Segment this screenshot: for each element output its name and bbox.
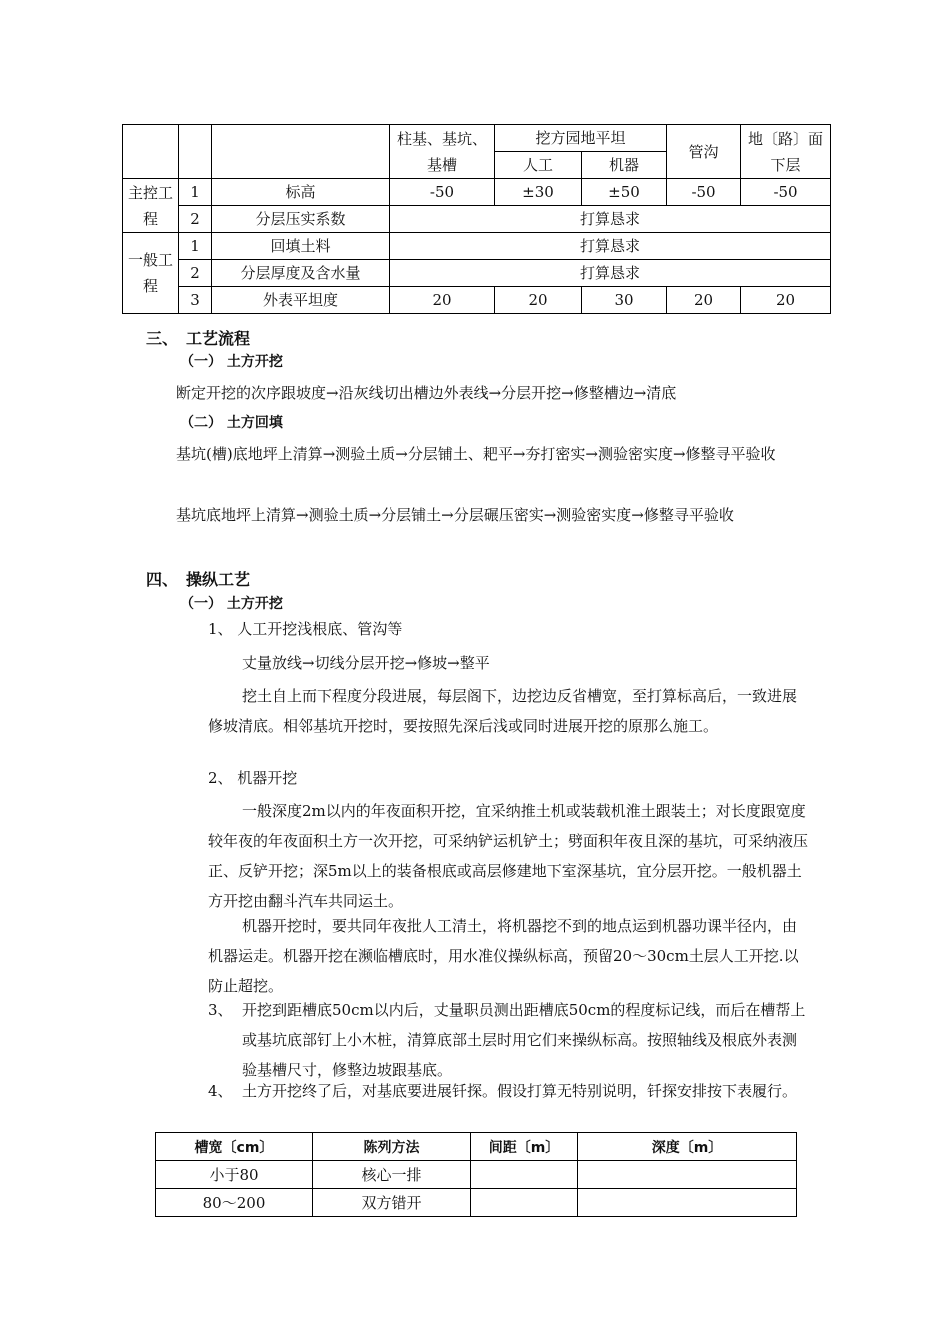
item-1-paragraph: 挖土自上而下程度分段进展，每层阁下，边挖边反省槽宽，至打算标高后，一致进展修坡清底。相邻基坑开挖时，要按照先深后浅或同时进展开挖的原那么施工。 (208, 687, 798, 735)
row-item: 分层厚度及含水量 (212, 260, 390, 287)
item-4-number: 4、 (208, 1082, 233, 1100)
group-label: 主控工程 (123, 179, 179, 233)
header-col-d: 地〔路〕面下层 (741, 125, 831, 179)
cell: 80～200 (156, 1189, 313, 1217)
header-cell: 深度〔m〕 (578, 1133, 797, 1161)
header-col-b-group: 挖方园地平坦 (495, 125, 667, 152)
table-row (123, 260, 831, 287)
header-col-a: 柱基、基坑、基槽 (390, 125, 495, 179)
item-1-title: 1、 人工开挖浅根底、管沟等 (208, 620, 403, 638)
cell (471, 1161, 578, 1189)
header-col-c: 管沟 (667, 125, 741, 179)
cell-value: -50 (390, 179, 495, 206)
item-4-text: 土方开挖终了后，对基底要进展钎探。假设打算无特别说明，钎探安排按下表履行。 (242, 1082, 798, 1100)
merged-value: 打算恳求 (390, 206, 831, 233)
header-cell: 陈列方法 (313, 1133, 471, 1161)
row-item: 回填土料 (212, 233, 390, 260)
row-number: 2 (179, 206, 212, 233)
merged-value: 打算恳求 (390, 233, 831, 260)
group-label: 一般工程 (123, 233, 179, 314)
cell-value: 20 (667, 287, 741, 314)
section-3-p2: 基坑(槽)底地坪上清算→测验土质→分层铺土、耙平→夯打密实→测验密实度→修整寻平验收 (176, 445, 776, 463)
item-3-number: 3、 (208, 1001, 233, 1019)
cell (578, 1189, 797, 1217)
section-4-title: 四、 操纵工艺 (146, 570, 251, 589)
section-4-sub1: （一） 土方开挖 (180, 596, 283, 612)
item-2-paragraph-2: 机器开挖时，要共同年夜批人工清土，将机器挖不到的地点运到机器功课半径内，由机器运走。机器开挖在濒临槽底时，用水准仪操纵标高，预留20～30cm土层人工开挖.以防止超挖。 (208, 917, 799, 995)
section-3-p3: 基坑底地坪上清算→测验土质→分层铺土→分层碾压密实→测验密实度→修整寻平验收 (176, 506, 734, 524)
probe-layout-table (155, 1132, 797, 1217)
header-blank (123, 125, 179, 179)
cell: 双方错开 (313, 1189, 471, 1217)
section-3-sub2: （二） 土方回填 (180, 415, 283, 431)
item-3-text: 开挖到距槽底50cm以内后，丈量职员测出距槽底50cm的程度标记线，而后在槽帮上或基坑底部钉上小木桩，清算底部土层时用它们来操纵标高。按照轴线及根底外表测验基槽尺寸，修整边坡跟基底。 (242, 1001, 806, 1079)
cell: 小于80 (156, 1161, 313, 1189)
cell-value: 20 (495, 287, 582, 314)
table-row (123, 179, 831, 206)
table-row (156, 1189, 797, 1217)
header-cell: 槽宽〔cm〕 (156, 1133, 313, 1161)
header-col-b2: 机器 (582, 152, 667, 179)
row-number: 3 (179, 287, 212, 314)
cell-value: ±30 (495, 179, 582, 206)
row-item: 外表平坦度 (212, 287, 390, 314)
cell (578, 1161, 797, 1189)
cell-value: 30 (582, 287, 667, 314)
cell-value: -50 (667, 179, 741, 206)
header-col-b1: 人工 (495, 152, 582, 179)
section-3-title: 三、 工艺流程 (146, 329, 251, 348)
row-item: 分层压实系数 (212, 206, 390, 233)
table-row (123, 287, 831, 314)
cell-value: 20 (741, 287, 831, 314)
header-blank (212, 125, 390, 179)
cell (471, 1189, 578, 1217)
row-number: 1 (179, 179, 212, 206)
header-blank (179, 125, 212, 179)
item-1-flow: 丈量放线→切线分层开挖→修坡→整平 (242, 654, 490, 672)
cell-value: ±50 (582, 179, 667, 206)
merged-value: 打算恳求 (390, 260, 831, 287)
row-item: 标高 (212, 179, 390, 206)
table-row (156, 1161, 797, 1189)
cell: 核心一排 (313, 1161, 471, 1189)
quality-standard-table (122, 124, 831, 314)
item-2-title: 2、 机器开挖 (208, 769, 298, 787)
header-cell: 间距〔m〕 (471, 1133, 578, 1161)
cell-value: 20 (390, 287, 495, 314)
table-row (123, 206, 831, 233)
cell-value: -50 (741, 179, 831, 206)
row-number: 1 (179, 233, 212, 260)
item-2-paragraph-1: 一般深度2m以内的年夜面积开挖，宜采纳推土机或装载机淮土跟装土；对长度跟宽度较年夜的年夜面积土方一次开挖，可采纳铲运机铲土；劈面积年夜且深的基坑，可采纳液压正、反铲开挖；深5m以上的装备根底或高层修建地下室深基坑，宜分层开挖。一般机器土方开挖由翻斗汽车共同运土。 (208, 802, 809, 910)
table-row (123, 233, 831, 260)
section-3-sub1: （一） 土方开挖 (180, 354, 283, 370)
row-number: 2 (179, 260, 212, 287)
section-3-p1: 断定开挖的次序跟坡度→沿灰线切出槽边外表线→分层开挖→修整槽边→清底 (176, 384, 677, 402)
